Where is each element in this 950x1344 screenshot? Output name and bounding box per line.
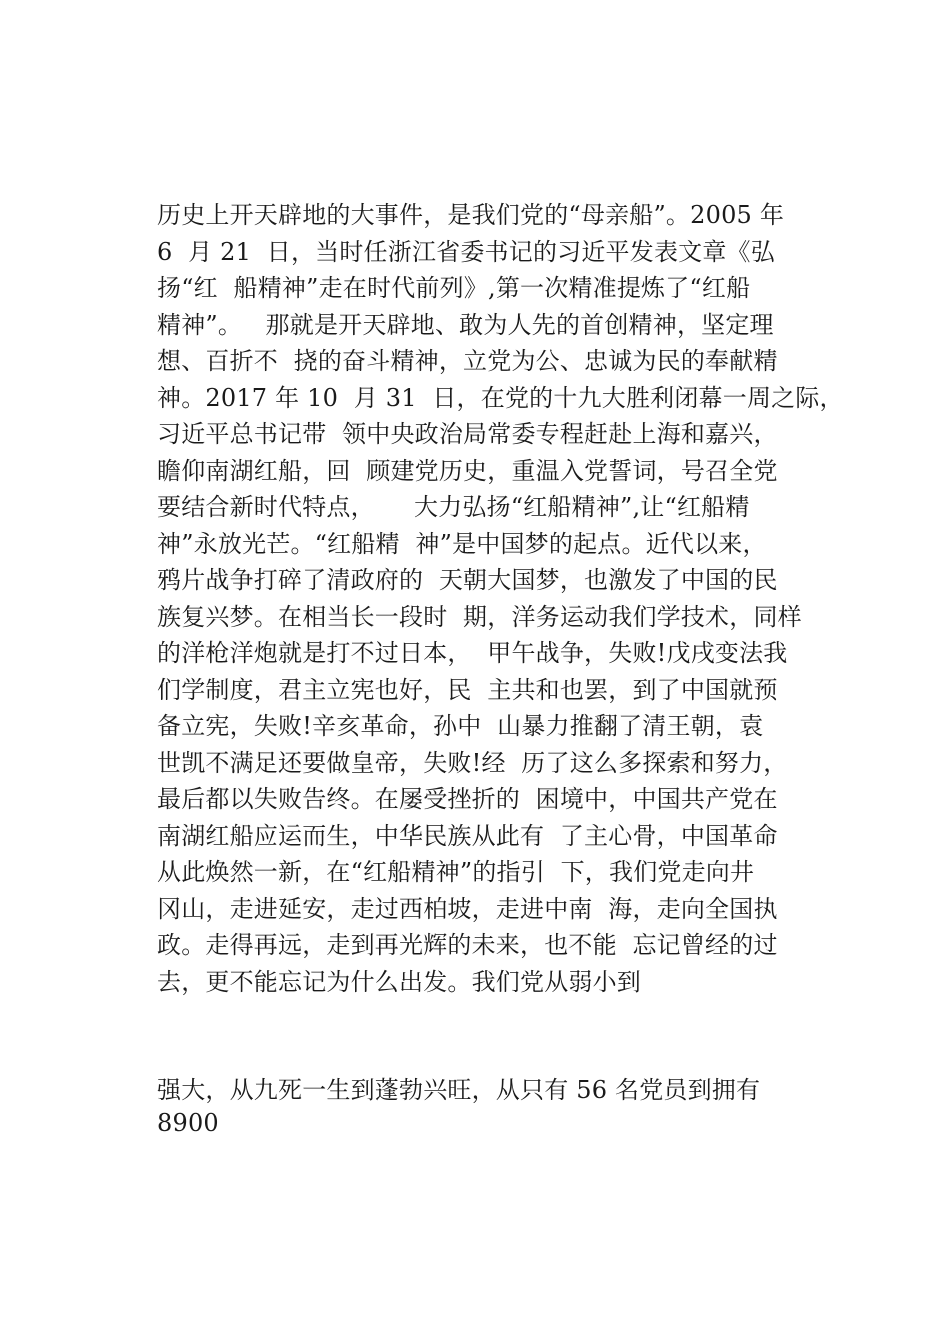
text-line: 的洋枪洋炮就是打不过日本， 甲午战争，失败!戊戌变法我 xyxy=(157,639,788,667)
text-line: 精神”。 那就是开天辟地、敢为人先的首创精神，坚定理 xyxy=(157,310,774,339)
text-line: 6 月 21 日，当时任浙江省委书记的习近平发表文章《弘 xyxy=(157,237,775,266)
text-line: 族复兴梦。在相当长一段时 期，洋务运动我们学技术，同样 xyxy=(157,602,802,631)
continuation-paragraph xyxy=(157,1074,847,1140)
text-line: 扬“红 船精神”走在时代前列》,第一次精准提炼了“红船 xyxy=(157,274,751,302)
text-line: 鸦片战争打碎了清政府的 天朝大国梦，也激发了中国的民 xyxy=(157,566,778,594)
text-line: 从此焕然一新，在“红船精神”的指引 下，我们党走向井 xyxy=(157,858,755,886)
text-line: 神”永放光芒。“红船精 神”是中国梦的起点。近代以来， xyxy=(157,529,767,558)
text-line: 强大，从九死一生到蓬勃兴旺，从只有 56 名党员到拥有 xyxy=(157,1076,761,1104)
text-line: 备立宪，失败!辛亥革命，孙中 山暴力推翻了清王朝，袁 xyxy=(157,712,764,740)
text-line: 要结合新时代特点， 大力弘扬“红船精神”,让“红船精 xyxy=(157,493,750,521)
body-paragraph xyxy=(157,197,847,1000)
text-line: 世凯不满足还要做皇帝，失败!经 历了这么多探索和努力， xyxy=(157,748,788,777)
text-line: 们学制度，君主立宪也好，民 主共和也罢，到了中国就预 xyxy=(157,675,778,704)
text-line: 神。2017 年 10 月 31 日，在党的十九大胜利闭幕一周之际， xyxy=(157,383,844,412)
text-line: 南湖红船应运而生，中华民族从此有 了主心骨，中国革命 xyxy=(157,821,778,850)
text-line: 去，更不能忘记为什么出发。我们党从弱小到 xyxy=(157,967,641,996)
text-line: 最后都以失败告终。在屡受挫折的 困境中，中国共产党在 xyxy=(157,785,778,813)
text-line: 历史上开天辟地的大事件，是我们党的“母亲船”。2005 年 xyxy=(157,201,785,229)
text-line: 习近平总书记带 领中央政治局常委专程赶赴上海和嘉兴， xyxy=(157,420,778,448)
text-line: 政。走得再远，走到再光辉的未来，也不能 忘记曾经的过 xyxy=(157,931,778,959)
text-line: 想、百折不 挠的奋斗精神，立党为公、忠诚为民的奉献精 xyxy=(157,347,778,375)
text-line: 冈山，走进延安，走过西柏坡，走进中南 海，走向全国执 xyxy=(157,894,778,923)
text-line: 瞻仰南湖红船，回 顾建党历史，重温入党誓词，号召全党 xyxy=(157,456,778,485)
text-line: 8900 xyxy=(157,1109,219,1137)
